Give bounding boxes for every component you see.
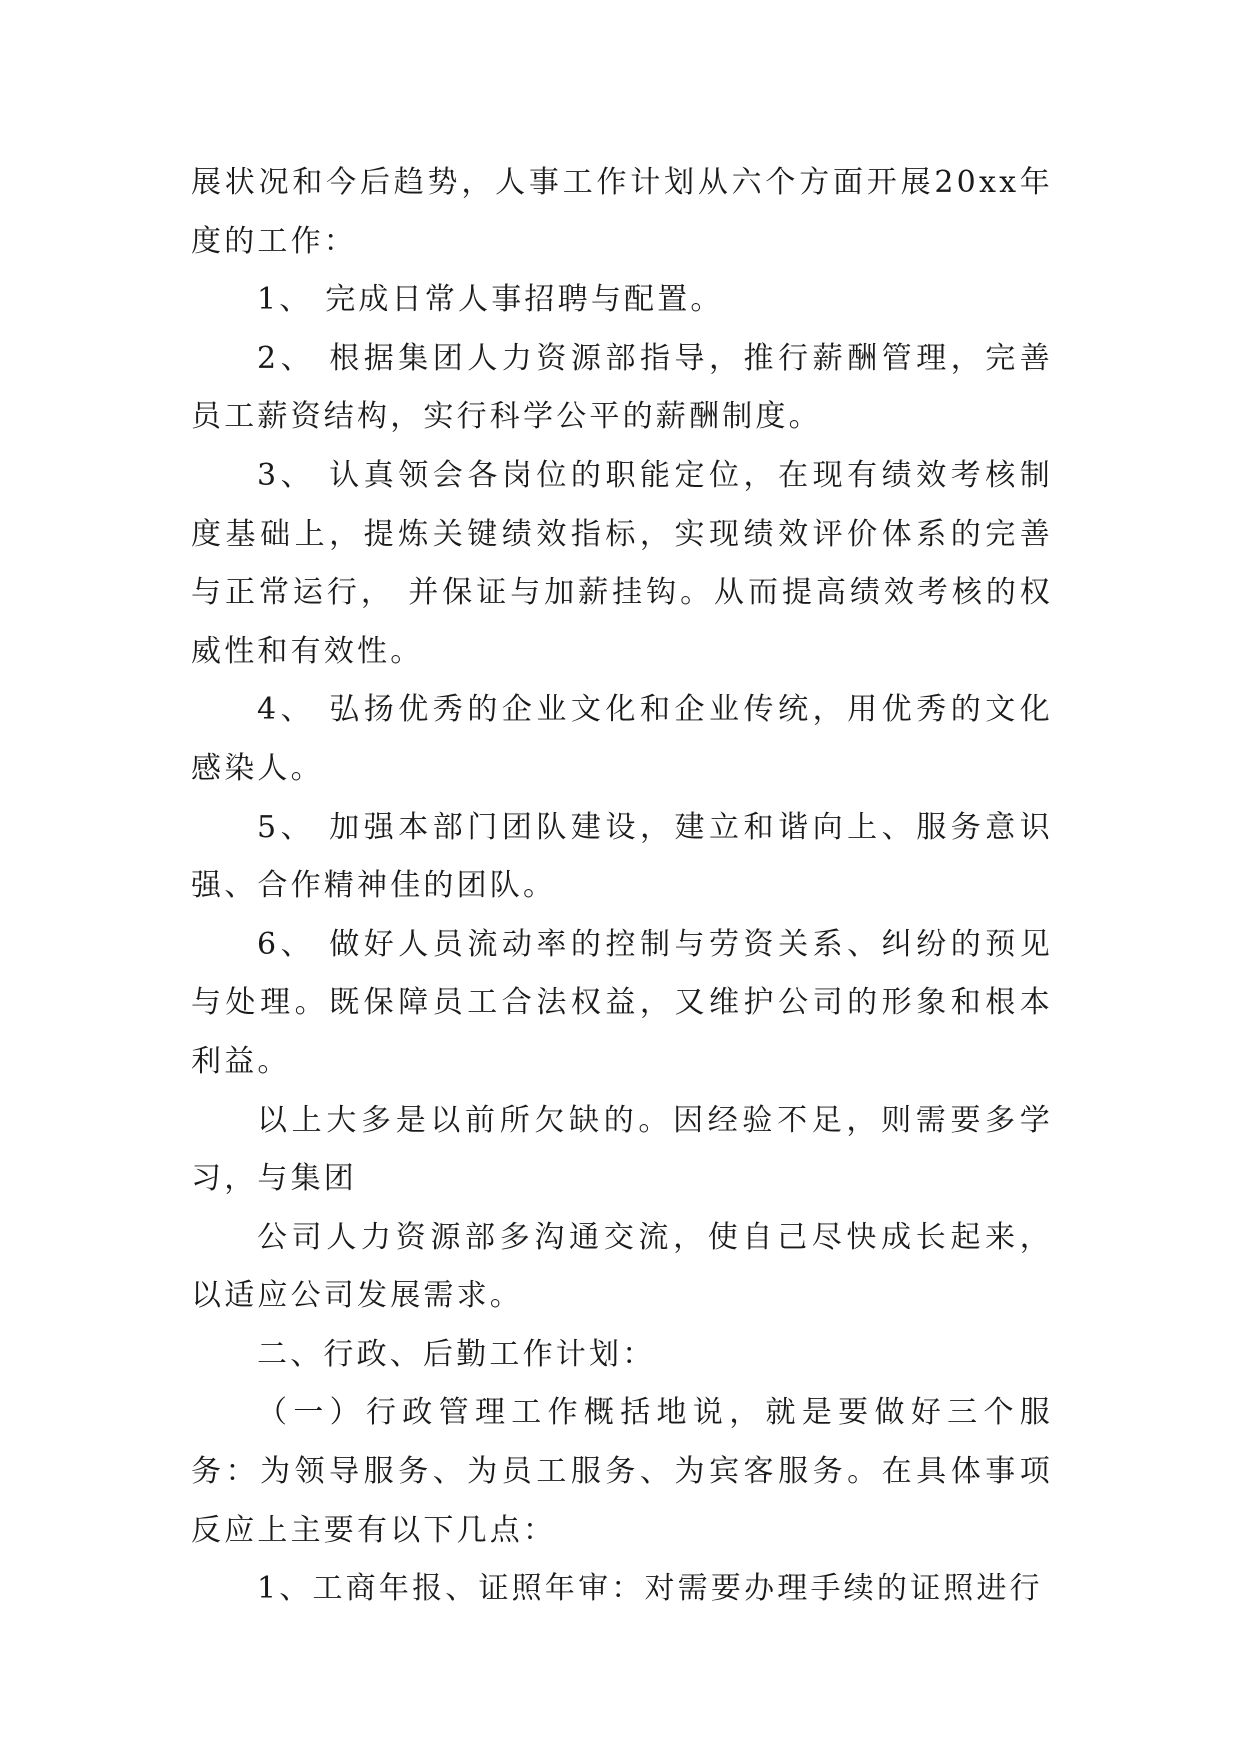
paragraph-item-4: 4、 弘扬优秀的企业文化和企业传统，用优秀的文化感染人。 (191, 692, 1053, 786)
paragraph-item-3: 3、 认真领会各岗位的职能定位，在现有绩效考核制度基础上，提炼关键绩效指标，实现绩效评价体系的完善与正常运行， 并保证与加薪挂钩。从而提高绩效考核的权威性和有效性。 (191, 457, 1053, 669)
paragraph-item-5: 5、 加强本部门团队建设，建立和谐向上、服务意识强、合作精神佳的团队。 (191, 809, 1053, 904)
paragraph-item-2: 2、 根据集团人力资源部指导，推行薪酬管理，完善员工薪资结构，实行科学公平的薪酬制度。 (191, 340, 1053, 435)
paragraph-trend-intro: 展状况和今后趋势，人事工作计划从六个方面开展20xx年度的工作： (191, 165, 1053, 259)
paragraph-item-1: 1、 完成日常人事招聘与配置。 (257, 282, 724, 318)
paragraph-admin-overview: （一）行政管理工作概括地说，就是要做好三个服务：为领导服务、为员工服务、为宾客服务。在具体事项反应上主要有以下几点： (191, 1395, 1053, 1548)
document-body (191, 154, 1053, 1619)
paragraph-admin-item-1: 1、工商年报、证照年审：对需要办理手续的证照进行 (257, 1571, 1043, 1607)
paragraph-item-6: 6、 做好人员流动率的控制与劳资关系、纠纷的预见与处理。既保障员工合法权益，又维护公司的形象和根本利益。 (191, 926, 1053, 1079)
section-heading-admin: 二、行政、后勤工作计划： (257, 1336, 656, 1372)
paragraph-shortcomings: 以上大多是以前所欠缺的。因经验不足，则需要多学习，与集团 (191, 1102, 1053, 1197)
paragraph-communication: 公司人力资源部多沟通交流，使自己尽快成长起来，以适应公司发展需求。 (191, 1219, 1053, 1314)
